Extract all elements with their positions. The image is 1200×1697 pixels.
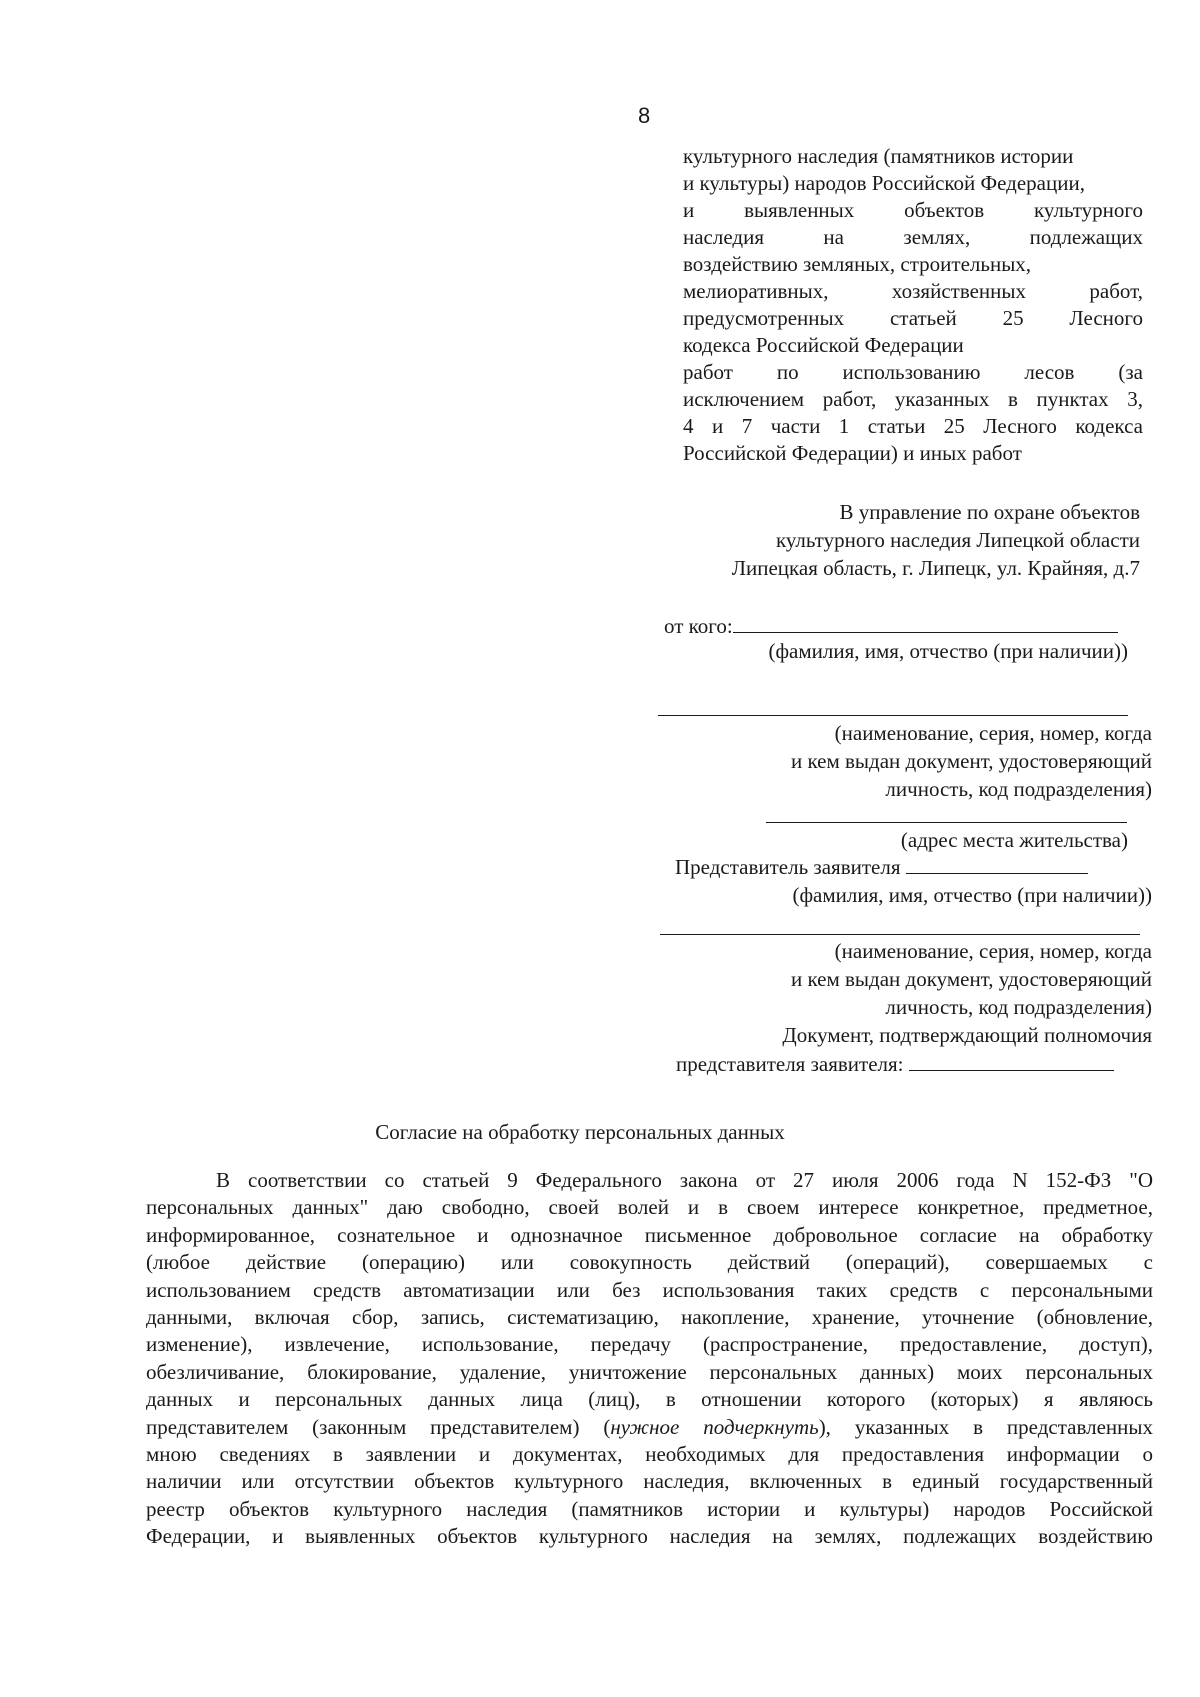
recipient-line: В управление по охране объектов <box>839 500 1140 524</box>
consent-body <box>146 1167 1153 1551</box>
applicant-doc-caption: личность, код подразделения) <box>885 777 1152 801</box>
application-subject <box>683 143 1143 467</box>
header-line: предусмотренных статьей 25 Лесного <box>683 306 1143 330</box>
representative-label: Представитель заявителя <box>675 855 901 879</box>
representative-fio-caption: (фамилия, имя, отчество (при наличии)) <box>792 883 1152 907</box>
header-line: наследия на землях, подлежащих <box>683 225 1143 249</box>
applicant-address-field[interactable] <box>766 822 1127 823</box>
body-line: использованием средств автоматизации или без использования таких средств с персональными <box>146 1277 1153 1302</box>
consent-title: Согласие на обработку персональных данных <box>375 1120 785 1144</box>
authority-document-field[interactable] <box>909 1050 1114 1071</box>
header-line: кодекса Российской Федерации <box>683 333 964 357</box>
body-line: персональных данных" даю свободно, своей волей и в своем интересе конкретное, предметное, <box>146 1195 1153 1220</box>
body-line: наличии или отсутствии объектов культурного наследия, включенных в единый государственный <box>146 1469 1153 1494</box>
header-line: и культуры) народов Российской Федерации, <box>683 171 1085 195</box>
authority-document-row <box>676 1050 1114 1078</box>
body-line: мною сведениях в заявлении и документах, необходимых для предоставления информации о <box>146 1442 1153 1467</box>
representative-doc-caption: личность, код подразделения) <box>885 995 1152 1019</box>
header-line: воздействию земляных, строительных, <box>683 252 1032 276</box>
header-line: 4 и 7 части 1 статьи 25 Лесного кодекса <box>683 414 1143 438</box>
representative-document-field[interactable] <box>660 934 1140 935</box>
representative-row <box>675 853 1088 881</box>
applicant-doc-caption: (наименование, серия, номер, когда <box>834 721 1152 745</box>
header-line: Российской Федерации) и иных работ <box>683 441 1022 465</box>
body-line: данных и персональных данных лица (лиц), в отношении которого (которых) я являюсь <box>146 1387 1153 1412</box>
body-fragment: ), указанных в представленных <box>818 1414 1153 1439</box>
recipient-line: культурного наследия Липецкой области <box>775 528 1140 552</box>
applicant-doc-caption: и кем выдан документ, удостоверяющий <box>790 749 1152 773</box>
header-line: мелиоративных, хозяйственных работ, <box>683 279 1143 303</box>
body-line: обезличивание, блокирование, удаление, уничтожение персональных данных) моих персональных <box>146 1359 1153 1384</box>
body-line: изменение), извлечение, использование, передачу (распространение, предоставление, доступ), <box>146 1332 1153 1357</box>
recipient-line: Липецкая область, г. Липецк, ул. Крайняя, д.7 <box>731 556 1140 580</box>
body-line: (любое действие (операцию) или совокупность действий (операций), совершаемых с <box>146 1250 1153 1275</box>
representative-doc-caption: и кем выдан документ, удостоверяющий <box>790 967 1152 991</box>
authority-document-label-2: представителя заявителя: <box>676 1052 904 1076</box>
body-fragment: представителем (законным представителем) ( <box>146 1414 611 1439</box>
applicant-document-field[interactable] <box>658 715 1128 716</box>
body-line <box>146 1414 1153 1441</box>
authority-document-label: Документ, подтверждающий полномочия <box>782 1023 1152 1047</box>
body-line: реестр объектов культурного наследия (памятников истории и культуры) народов Российской <box>146 1496 1153 1521</box>
underline-instruction: нужное подчеркнуть <box>610 1414 819 1439</box>
page-number: 8 <box>638 103 651 128</box>
representative-doc-caption: (наименование, серия, номер, когда <box>834 939 1152 963</box>
applicant-name-row <box>664 612 1118 640</box>
header-line: и выявленных объектов культурного <box>683 198 1143 222</box>
header-line: исключением работ, указанных в пунктах 3, <box>683 387 1143 411</box>
representative-name-field[interactable] <box>906 853 1088 874</box>
applicant-fio-caption: (фамилия, имя, отчество (при наличии)) <box>768 639 1128 663</box>
body-line: информированное, сознательное и однозначное письменное добровольное согласие на обработку <box>146 1222 1153 1247</box>
body-line: В соответствии со статьей 9 Федерального закона от 27 июля 2006 года N 152-ФЗ "О <box>216 1168 1153 1192</box>
header-line: работ по использованию лесов (за <box>683 360 1143 384</box>
from-label: от кого: <box>664 614 733 638</box>
body-line: данными, включая сбор, запись, систематизацию, накопление, хранение, уточнение (обновление, <box>146 1305 1153 1330</box>
recipient-address <box>640 498 1140 582</box>
header-line: культурного наследия (памятников истории <box>683 144 1074 168</box>
applicant-address-caption: (адрес места жительства) <box>900 828 1128 852</box>
body-line: Федерации, и выявленных объектов культурного наследия на землях, подлежащих воздействию <box>146 1524 1153 1549</box>
applicant-name-field[interactable] <box>733 612 1118 633</box>
